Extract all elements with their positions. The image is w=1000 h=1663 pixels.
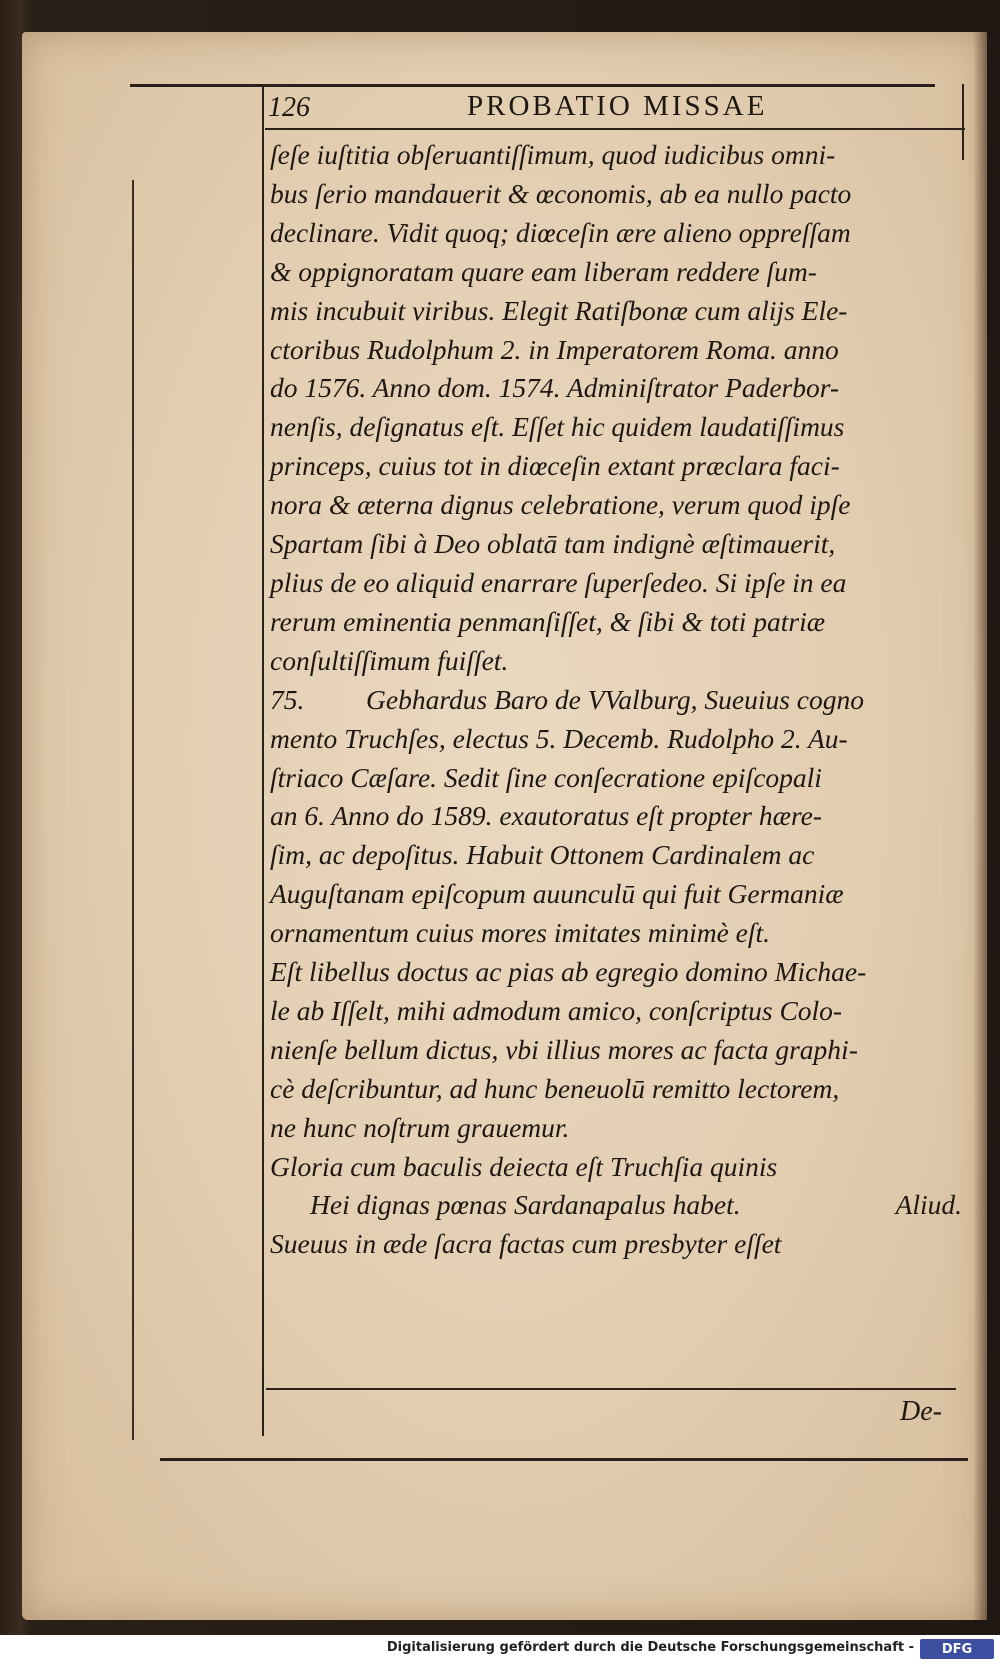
text-line: mento Truchſes, electus 5. Decemb. Rudolpho 2. Au- <box>270 722 848 754</box>
text-line: Auguſtanam epiſcopum auunculū qui fuit Germaniæ <box>270 878 844 910</box>
text-bottom-rule <box>266 1388 956 1390</box>
verse-line: Hei dignas pœnas Sardanapalus habet. <box>310 1189 741 1221</box>
top-rule <box>130 84 935 87</box>
text-line: mis incubuit viribus. Elegit Ratiſbonæ cum alijs Ele- <box>270 294 848 326</box>
text-line: nenſis, deſignatus eſt. Eſſet hic quidem laudatiſſimus <box>270 411 845 443</box>
text-line: do 1576. Anno dom. 1574. Adminiſtrator Paderbor- <box>270 372 840 404</box>
page-header <box>262 88 962 128</box>
text-line: an 6. Anno do 1589. exautoratus eſt propter hære- <box>270 800 823 832</box>
text-line: bus ſerio mandauerit & œconomis, ab ea nullo pacto <box>270 177 852 209</box>
text-line: ctoribus Rudolphum 2. in Imperatorem Roma. anno <box>270 333 839 365</box>
header-rule <box>265 128 965 130</box>
text-line: le ab Iſſelt, mihi admodum amico, conſcriptus Colo- <box>270 994 843 1026</box>
text-line: cè deſcribuntur, ad hunc beneuolū remitto lectorem, <box>270 1072 840 1104</box>
digitization-footer <box>0 1635 1000 1663</box>
text-line: plius de eo aliquid enarrare ſuperſedeo. Si ipſe in ea <box>270 566 847 598</box>
right-header-rule <box>962 84 964 160</box>
verse-line: Gloria cum baculis deiecta eſt Truchſia quinis <box>270 1150 778 1182</box>
verse-line-with-aside <box>270 1186 962 1225</box>
verse-line: Sueuus in æde ſacra factas cum presbyter eſſet <box>270 1228 782 1260</box>
funding-credit: Digitalisierung gefördert durch die Deutsche Forschungsgemeinschaft - <box>386 1640 914 1655</box>
text-line: declinare. Vidit quoq; diœceſin ære alieno oppreſſam <box>270 216 851 248</box>
verse-aside: Aliud. <box>895 1189 962 1221</box>
text-line: nienſe bellum dictus, vbi illius mores ac facta graphi- <box>270 1033 858 1065</box>
text-line: ornamentum cuius mores imitates minimè eſt. <box>270 917 771 949</box>
entry-first-line: Gebhardus Baro de VValburg, Sueuius cogno <box>366 683 865 715</box>
text-line: rerum eminentia penmanſiſſet, & ſibi & toti patriæ <box>270 605 826 637</box>
bottom-rule <box>160 1458 968 1461</box>
dfg-logo: DFG <box>920 1639 994 1659</box>
text-left-rule <box>262 84 264 1436</box>
text-line: ſeſe iuſtitia obſeruantiſſimum, quod iudicibus omni- <box>270 139 836 170</box>
text-line: & oppignoratam quare eam liberam reddere ſum- <box>270 255 817 287</box>
page-number: 126 <box>268 92 310 123</box>
running-title: PROBATIO MISSAE <box>467 90 768 122</box>
entry-heading-line <box>270 681 962 720</box>
text-line: Eſt libellus doctus ac pias ab egregio domino Michae- <box>270 956 867 988</box>
text-line: nora & æterna dignus celebratione, verum quod ipſe <box>270 489 851 521</box>
text-line: ne hunc noſtrum grauemur. <box>270 1111 570 1143</box>
text-line: princeps, cuius tot in diœceſin extant præclara faci- <box>270 450 840 482</box>
text-line: conſultiſſimum fuiſſet. <box>270 644 509 676</box>
text-line: ſtriaco Cæſare. Sedit ſine conſecratione epiſcopali <box>270 761 822 793</box>
margin-rule <box>132 180 134 1440</box>
catchword: De- <box>900 1396 942 1427</box>
text-line: ſim, ac depoſitus. Habuit Ottonem Cardinalem ac <box>270 839 815 871</box>
page-edge-shadow <box>973 32 987 1620</box>
entry-number: 75. <box>270 683 305 715</box>
text-line: Spartam ſibi à Deo oblatā tam indignè æſtimauerit, <box>270 528 836 560</box>
body-text <box>270 136 962 1264</box>
